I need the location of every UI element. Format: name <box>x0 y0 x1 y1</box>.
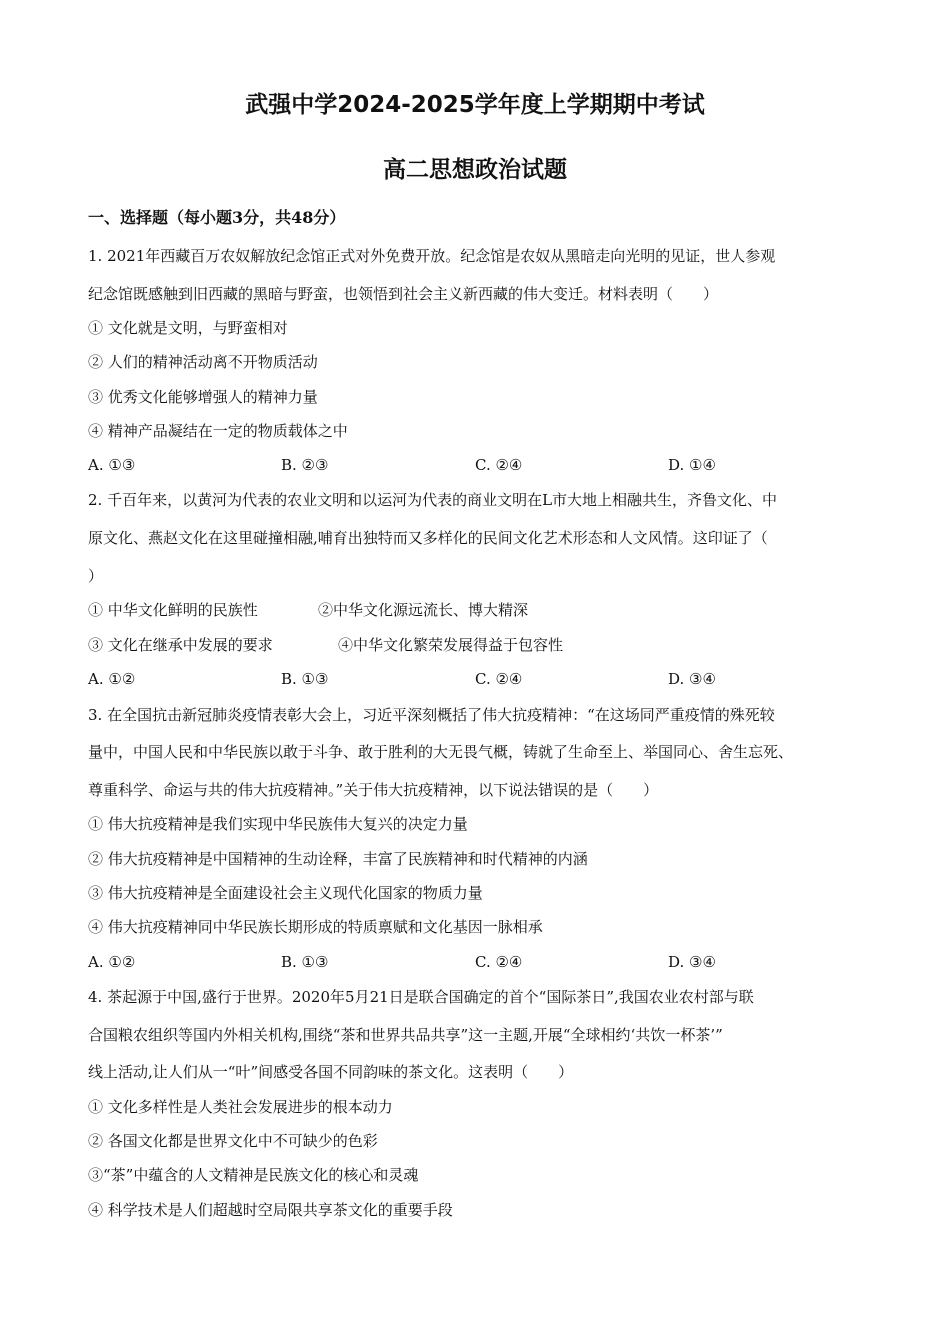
question-1-option-b: B. ②③ <box>281 456 329 474</box>
question-1-stem-line: 1. 2021年西藏百万农奴解放纪念馆正式对外免费开放。纪念馆是农奴从黑暗走向光明的见证，世人参观 <box>88 247 776 265</box>
question-2-item: ③ 文化在继承中发展的要求 <box>88 636 273 654</box>
question-2-item: ① 中华文化鲜明的民族性 <box>88 601 258 619</box>
exam-subtitle: 高二思想政治试题 <box>383 157 567 183</box>
question-1-item: ② 人们的精神活动离不开物质活动 <box>88 353 318 371</box>
question-4-item: ② 各国文化都是世界文化中不可缺少的色彩 <box>88 1132 378 1150</box>
section-heading: 一、选择题（每小题3分，共48分） <box>88 208 346 227</box>
question-2-stem-line: 2. 千百年来，以黄河为代表的农业文明和以运河为代表的商业文明在L市大地上相融共生，齐鲁文化、中 <box>88 491 778 509</box>
question-2-option-a: A. ①② <box>88 670 136 688</box>
question-3-item: ① 伟大抗疫精神是我们实现中华民族伟大复兴的决定力量 <box>88 815 468 833</box>
question-2-stem-line: ） <box>88 567 104 585</box>
question-1-item: ③ 优秀文化能够增强人的精神力量 <box>88 388 318 406</box>
question-4-item: ④ 科学技术是人们超越时空局限共享茶文化的重要手段 <box>88 1201 453 1219</box>
question-1-stem-line: 纪念馆既感触到旧西藏的黑暗与野蛮，也领悟到社会主义新西藏的伟大变迁。材料表明（ ） <box>88 285 719 303</box>
question-4-item: ① 文化多样性是人类社会发展进步的根本动力 <box>88 1098 393 1116</box>
question-3-stem-line: 3. 在全国抗击新冠肺炎疫情表彰大会上，习近平深刻概括了伟大抗疫精神：“在这场同严重疫情的殊死较 <box>88 706 775 724</box>
question-2-option-c: C. ②④ <box>475 670 523 688</box>
question-2-stem-line: 原文化、燕赵文化在这里碰撞相融,哺育出独特而又多样化的民间文化艺术形态和人文风情。这印证了（ <box>88 529 768 547</box>
question-1-option-a: A. ①③ <box>88 456 136 474</box>
question-2-item: ④中华文化繁荣发展得益于包容性 <box>338 636 564 654</box>
question-3-item: ③ 伟大抗疫精神是全面建设社会主义现代化国家的物质力量 <box>88 884 483 902</box>
question-3-option-c: C. ②④ <box>475 953 523 971</box>
question-3-option-d: D. ③④ <box>668 953 716 971</box>
question-4-stem-line: 合国粮农组织等国内外相关机构,围绕“茶和世界共品共享”这一主题,开展“全球相约‘共饮一杯茶’” <box>88 1026 723 1044</box>
question-3-item: ② 伟大抗疫精神是中国精神的生动诠释，丰富了民族精神和时代精神的内涵 <box>88 850 588 868</box>
question-2-item: ②中华文化源远流长、博大精深 <box>318 601 529 619</box>
question-4-stem-line: 线上活动,让人们从一“叶”间感受各国不同韵味的茶文化。这表明（ ） <box>88 1063 574 1081</box>
question-3-stem-line: 量中，中国人民和中华民族以敢于斗争、敢于胜利的大无畏气概，铸就了生命至上、举国同心、舍生忘死、 <box>88 743 794 761</box>
question-4-stem-line: 4. 茶起源于中国,盛行于世界。2020年5月21日是联合国确定的首个“国际茶日”,我国农业农村部与联 <box>88 988 754 1006</box>
question-3-option-a: A. ①② <box>88 953 136 971</box>
question-1-option-c: C. ②④ <box>475 456 523 474</box>
question-2-option-b: B. ①③ <box>281 670 329 688</box>
question-1-option-d: D. ①④ <box>668 456 716 474</box>
question-3-item: ④ 伟大抗疫精神同中华民族长期形成的特质禀赋和文化基因一脉相承 <box>88 918 543 936</box>
question-1-item: ④ 精神产品凝结在一定的物质载体之中 <box>88 422 348 440</box>
question-2-option-d: D. ③④ <box>668 670 716 688</box>
question-4-item: ③“茶”中蕴含的人文精神是民族文化的核心和灵魂 <box>88 1166 419 1184</box>
question-1-item: ① 文化就是文明，与野蛮相对 <box>88 319 288 337</box>
question-3-option-b: B. ①③ <box>281 953 329 971</box>
exam-title: 武强中学2024-2025学年度上学期期中考试 <box>245 92 705 118</box>
question-3-stem-line: 尊重科学、命运与共的伟大抗疫精神。”关于伟大抗疫精神，以下说法错误的是（ ） <box>88 781 659 799</box>
